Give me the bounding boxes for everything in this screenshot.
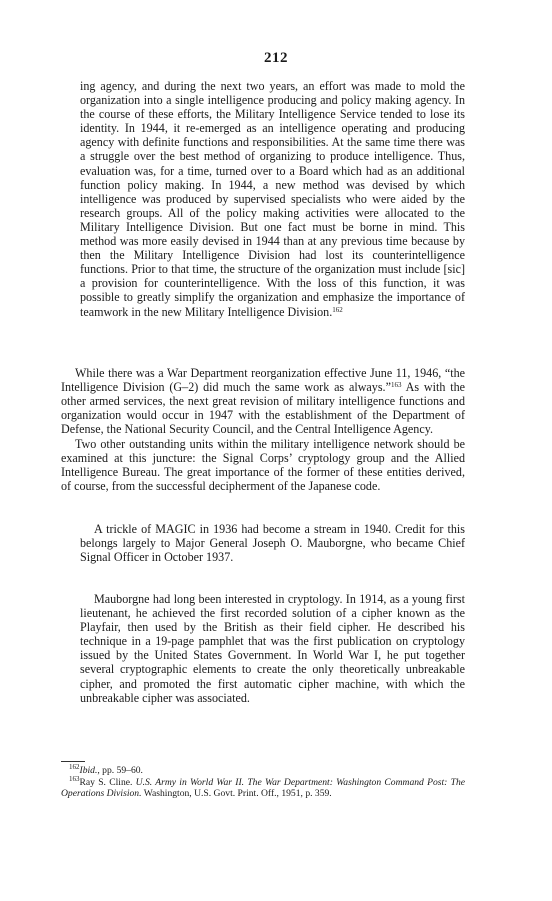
footnote-title: U.S. Army in World War II. The War Department: Washington Command Post: The Operations Division. [61, 776, 465, 799]
footnotes [61, 765, 465, 800]
footnote-reference: 162 [332, 305, 343, 314]
footnote-text: Ray S. Cline. [79, 776, 136, 788]
paragraph-outstanding-units: Two other outstanding units within the military intelligence network should be examined at this juncture: the Signal Corps’ cryptology group and the Allied Intelligence Bureau. The great importance of the former of these entities derived, of course, from the successful decipherment of the Japanese code. [61, 437, 465, 494]
paragraph-war-department-reorganization [61, 366, 465, 436]
footnote-163 [61, 774, 465, 800]
block-quote-magic: A trickle of MAGIC in 1936 had become a stream in 1940. Credit for this belongs largely to Major General Joseph O. Mauborgne, who became Chief Signal Officer in October 1937. [80, 522, 465, 565]
footnote-number: 162 [69, 763, 80, 771]
footnote-reference: 163 [390, 381, 402, 390]
page-number: 212 [264, 50, 288, 66]
footnote-number: 163 [69, 774, 80, 783]
quote-text: ing agency, and during the next two years, an effort was made to mold the organization into a single intelligence producing and policy making agency. In the course of these efforts, the Military Intelligence Service tended to lose its identity. In 1944, it re-emerged as an intelligence operating and producing agency with definite functions and responsibilities. At the same time there was a struggle over the best method of organizing to produce intelligence. Thus, evaluation was, for a time, turned over to a Board which had as an additional function policy making. In 1944, a new method was devised by which intelligence was produced by supervised specialists who were aided by the research groups. All of the policy making activities were allocated to the Military Intelligence Division. But one fact must be borne in mind. This method was more easily devised in 1944 than at any previous time because by then the Military Intelligence Division had lost its counterintelligence functions. Prior to that time, the structure of the organization must include [sic] a provision for counterintelligence. With the loss of this function, it was possible to greatly simplify the organization and emphasize the importance of teamwork in the new Military Intelligence Division. [80, 79, 465, 319]
footnote-text: , pp. 59–60. [97, 765, 143, 776]
paragraph-text-continued: As with the other armed services, the next great revision of military intelligence functions and organization would occur in 1947 with the establishment of the Department of Defense, the National Security Council, and the Central Intelligence Agency. [61, 380, 465, 437]
block-quote-mauborgne: Mauborgne had long been interested in cryptology. In 1914, as a young first lieutenant, he achieved the first recorded solution of a cipher known as the Playfair, then used by the British as their field cipher. He described his technique in a 19-page pamphlet that was the first publication on cryptology issued by the United States Government. In World War I, he put together several cryptographic elements to create the only theoretically unbreakable cipher, and promoted the first automatic cipher machine, with which the unbreakable cipher was associated. [80, 592, 465, 705]
footnote-162 [61, 765, 465, 777]
footnote-divider [61, 761, 85, 762]
block-quote-mid-history [80, 79, 465, 319]
paragraph-text: While there was a War Department reorganization effective June 11, 1946, “the Intelligence Division (G–2) did much the same work as always.” [61, 366, 465, 395]
footnote-italic: Ibid. [79, 765, 98, 776]
footnote-publication: Washington, U.S. Govt. Print. Off., 1951, p. 359. [141, 788, 332, 799]
